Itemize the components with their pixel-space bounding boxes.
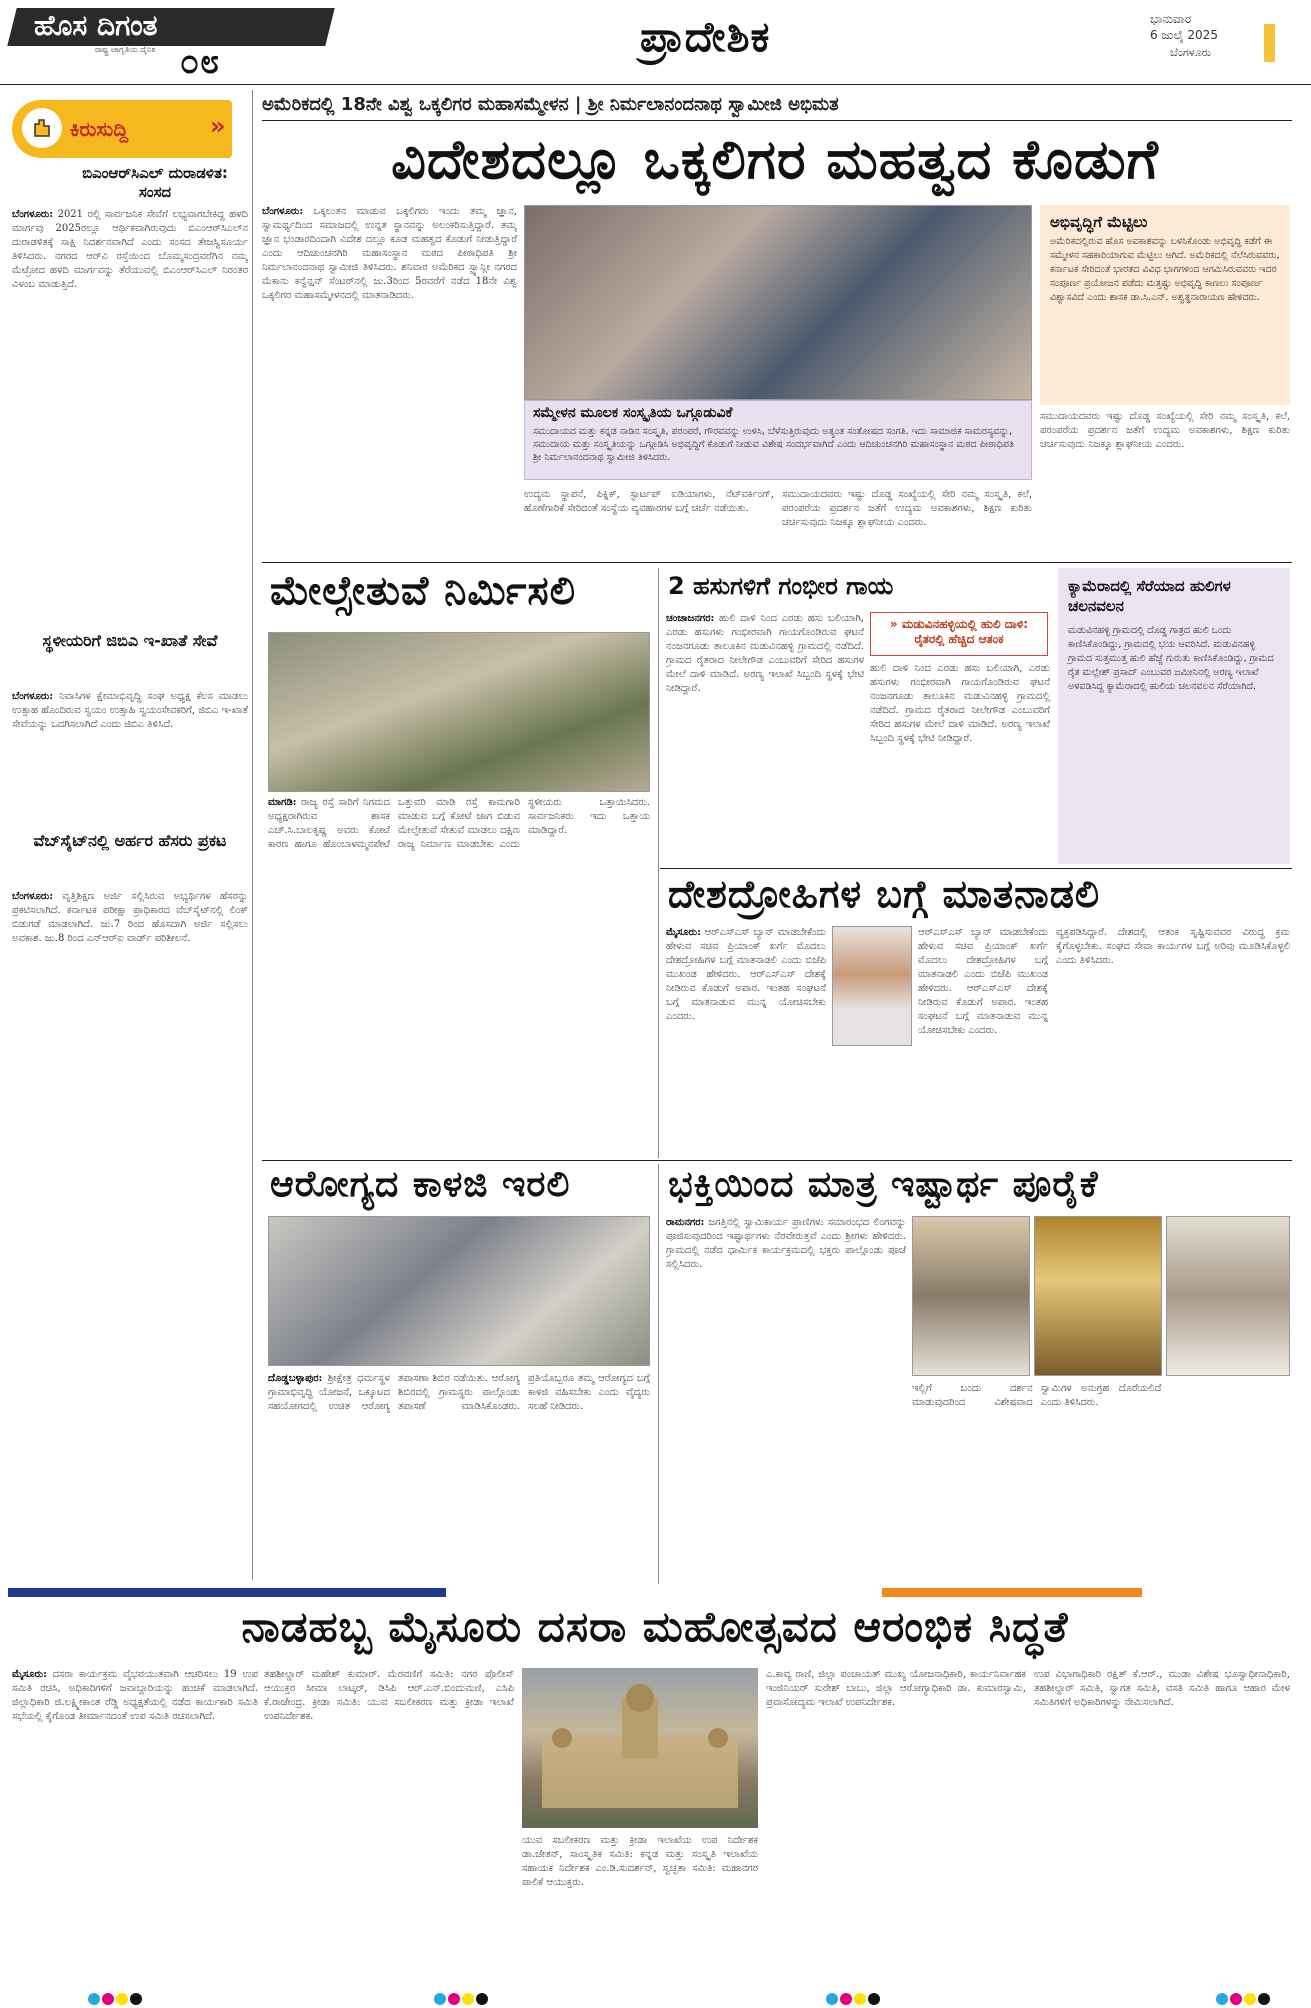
dateline: ಬೆಂಗಳೂರು: bbox=[12, 891, 54, 902]
bridge-photo bbox=[268, 632, 650, 792]
column-rule bbox=[658, 1164, 659, 1584]
masthead-rule bbox=[0, 84, 1311, 85]
bridge-headline: ಮೇಲ್ಸೇತುವೆ ನಿರ್ಮಿಸಲಿ bbox=[270, 568, 577, 614]
dasara-body-5: ಉಪ ವಿಭಾಗಾಧಿಕಾರಿ ರಕ್ಷಿತ್ ಕೆ.ಆರ್., ಮುಡಾ ವಿಶೇಷ ಭೂಸ್ವಾಧೀನಾಧಿಕಾರಿ, ತಹಶೀಲ್ದಾರ್ ಸಮಿತಿ, ಸ್ವಾಗತ ಸಮಿತಿ, ವಸತಿ ಸಮಿತಿ ಹಾಗೂ ಆಹಾರ ಮೇಳ ಸಮಿತಿಗಳಿಗೆ ಅಧಿಕಾರಿಗಳನ್ನು ನೇಮಿಸಲಾಗಿದೆ. bbox=[1034, 1669, 1290, 1708]
registration-dot bbox=[854, 1993, 866, 2005]
story-headline: ಸ್ಥಳೀಯರಿಗೆ ಜಿಬಿಎ ಇ-ಖಾತೆ ಸೇವೆ bbox=[42, 631, 218, 650]
portrait-photo bbox=[832, 926, 912, 1046]
arrow-icon: » bbox=[889, 617, 898, 631]
health-photo bbox=[268, 1216, 650, 1366]
sidebar-title: ಅಭಿವೃದ್ಧಿಗೆ ಮೆಟ್ಟಿಲು bbox=[1050, 213, 1148, 231]
dasara-headline: ನಾಡಹಬ್ಬ ಮೈಸೂರು ದಸರಾ ಮಹೋತ್ಸವದ ಆರಂಭಿಕ ಸಿದ್ಧತೆ bbox=[241, 1602, 1069, 1651]
column-rule bbox=[658, 568, 659, 1158]
story-text: ದಸರಾ ಕಾರ್ಯಕ್ರಮ ವೈಭವಯುತವಾಗಿ ಆಚರಿಸಲು 19 ಉಪ ಸಮಿತಿ ರಚಿಸಿ, ಅಧಿಕಾರಿಗಳಿಗೆ ಜವಾಬ್ದಾರಿಯನ್ನು ಹಂಚಿಕೆ ಮಾಡಲಾಗಿದೆ. ಜಿಲ್ಲಾಧಿಕಾರಿ ಜಿ.ಲಕ್ಷ್ಮೀಕಾಂತ ರೆಡ್ಡಿ ಅಧ್ಯಕ್ಷತೆಯಲ್ಲಿ ನಡೆದ ಕಾರ್ಯಕಾರಿ ಸಮಿತಿ ಸಭೆಯಲ್ಲಿ ಕೈಗೊಂಡ ತೀರ್ಮಾನದಂತೆ ಉಪ ಸಮಿತಿ ರಚಿಸಲಾಗಿದೆ. bbox=[12, 1669, 258, 1722]
divider bbox=[262, 1160, 1292, 1161]
page-number: ೦೮ bbox=[180, 42, 221, 82]
palace-icon bbox=[522, 1668, 758, 1828]
caption-text: ಸಮುದಾಯದ ಮತ್ತು ಕನ್ನಡ ನಾಡಿನ ಸಂಸ್ಕೃತಿ, ಪರಂಪರೆ, ಗೌರವವನ್ನು ಉಳಿಸಿ, ಬೆಳೆಸುತ್ತಿರುವುದು ಅತ್ಯಂತ ಸಂತೋಷದ ಸಂಗತಿ. ಇದು ಸಾಮಾಜಿಕ ಸಾಮರಸ್ಯವನ್ನು, ಸಮುದಾಯ ಮತ್ತು ಸಂಸ್ಕೃತಿಯನ್ನು ಒಗ್ಗೂಡಿಸಿ ಅಭಿವೃದ್ಧಿಗೆ ಕೊಡುಗೆ ನೀಡುವ ವಿಶೇಷ ಸಂದರ್ಭವಾಗಿದೆ ಎಂದು ಆದಿಚುಂಚನಗಿರಿ ಮಹಾಸಂಸ್ಥಾನ ಮಠದ ಪೀಠಾಧಿಪತಿ ಶ್ರೀ ನಿರ್ಮಲಾನಂದನಾಥ ಸ್ವಾಮೀಜಿ ತಿಳಿಸಿದರು. bbox=[533, 426, 1015, 463]
devotion-headline: ಭಕ್ತಿಯಿಂದ ಮಾತ್ರ ಇಷ್ಟಾರ್ಥ ಪೂರೈಕೆ bbox=[668, 1164, 1099, 1205]
dateline: ಬೆಂಗಳೂರು: bbox=[262, 206, 304, 217]
color-stripe bbox=[1264, 24, 1275, 62]
dasara-body-4: ಎ.ಕಾವ್ಯ ರಾಣಿ, ಜಿಲ್ಲಾ ಪಂಚಾಯತ್ ಮುಖ್ಯ ಯೋಜನಾಧಿಕಾರಿ, ಕಾರ್ಯನಿರ್ವಾಹಕ ಇಂಜಿನಿಯರ್ ಸುರೇಶ್ ಬಾಬು, ಜಿಲ್ಲಾ ಆರೋಗ್ಯಾಧಿಕಾರಿ ಡಾ. ಕುಮಾರಸ್ವಾಮಿ, ಪ್ರವಾಸೋದ್ಯಮ ಇಲಾಖೆ ಉಪನಿರ್ದೇಶಕ. bbox=[766, 1669, 1026, 1708]
story-text: 2021 ರಲ್ಲಿ ಸಾರ್ವಜನಿಕ ಸೇವೆಗೆ ಲಭ್ಯವಾಗಬೇಕಿದ್ದ ಹಳದಿ ಮಾರ್ಗವು 2025ರಲ್ಲೂ ಆರ್ಥಿಕವಾಗಿರುವುದು ಬಿಎಂಆರ್‌ಸಿಎಲ್‌ನ ದುರಾಡಳಿತಕ್ಕೆ ಸಾಕ್ಷಿ ನಿದರ್ಶನವಾಗಿದೆ ಎಂದು ಸಂಸದ ತೇಜಸ್ವಿಸೂರ್ಯ ತಿಳಿಸಿದರು. ನಗರದ ಆರ್‌ವಿ ರಸ್ತೆಯಿಂದ ಬೊಮ್ಮಸಂದ್ರವರೆಗಿನ ನಮ್ಮ ಮೆಟ್ರೋದ ಹಳದಿ ಮಾರ್ಗವನ್ನು ತೆರೆಯುವಲ್ಲಿ ಬಿಎಂಆರ್‌ಸಿಎಲ್ ನಿರಂತರ ವಿಳಂಬ ಮಾಡುತ್ತಿದೆ. bbox=[12, 209, 248, 290]
registration-dot bbox=[116, 1993, 128, 2005]
dateline: ಮಾಗಡಿ: bbox=[268, 797, 297, 808]
traitors-body bbox=[666, 926, 826, 1156]
hand-icon bbox=[22, 108, 62, 148]
injury-tag bbox=[870, 612, 1048, 656]
registration-dot bbox=[826, 1993, 838, 2005]
registration-dot bbox=[102, 1993, 114, 2005]
dateline: ದೊಡ್ಡಬಳ್ಳಾಪುರ: bbox=[268, 1373, 323, 1384]
injury-body bbox=[666, 612, 864, 862]
dasara-body bbox=[12, 1668, 258, 1988]
masthead bbox=[0, 0, 1311, 80]
registration-dot bbox=[1216, 1993, 1228, 2005]
caption-title: ಸಮ್ಮೇಳನ ಮೂಲಕ ಸಂಸ್ಕೃತಿಯ ಒಗ್ಗೂಡುವಿಕೆ bbox=[533, 405, 733, 421]
registration-dot bbox=[448, 1993, 460, 2005]
story-body bbox=[12, 890, 248, 1570]
registration-dot bbox=[462, 1993, 474, 2005]
injury-body-2: ಹುಲಿ ದಾಳಿ ನಿಂದ ಎರಡು ಹಸು ಬಲಿಯಾಗಿ, ಎರಡು ಹಸುಗಳು ಗಂಭೀರವಾಗಿ ಗಾಯಗೊಂಡಿರುವ ಘಟನೆ ನಂಜನಗೂಡು ತಾಲೂಕಿನ ಮಡುವಿನಹಳ್ಳಿ ಗ್ರಾಮದಲ್ಲಿ ನಡೆದಿದೆ. ಗ್ರಾಮದ ರೈತರಾದ ನೀಲೇಗೌಡ ಎಂಬುವರಿಗೆ ಸೇರಿದ ಹಸುಗಳ ಮೇಲೆ ದಾಳಿ ಮಾಡಿದೆ. ಅರಣ್ಯ ಇಲಾಖೆ ಸಿಬ್ಬಂದಿ ಸ್ಥಳಕ್ಕೆ ಭೇಟಿ ನೀಡಿದ್ದಾರೆ. bbox=[870, 663, 1050, 744]
camera-headline: ಕ್ಯಾಮೆರಾದಲ್ಲಿ ಸೆರೆಯಾದ ಹುಲಿಗಳ ಚಲನವಲನ bbox=[1068, 577, 1231, 615]
dasara-body-2: ತಹಶೀಲ್ದಾರ್ ಮಹೇಶ್ ಕುಮಾರ್. ಮೆರವಣಿಗೆ ಸಮಿತಿ: ನಗರ ಪೊಲೀಸ್ ಆಯುಕ್ತರ ಸೀಮಾ ಲಾಟ್ಕರ್, ಡಿಸಿಪಿ ಆರ್.ಎನ್.ಬಿಂದುಮಣಿ, ಎಸಿಪಿ ಕೆ.ರಾಜೇಂದ್ರ. ಕ್ರೀಡಾ ಸಮಿತಿ: ಯುವ ಸಬಲೀಕರಣ ಮತ್ತು ಕ್ರೀಡಾ ಇಲಾಖೆ ಉಪನಿರ್ದೇಶಕ. bbox=[264, 1669, 514, 1722]
registration-dot bbox=[840, 1993, 852, 2005]
story-body bbox=[12, 690, 248, 810]
devotion-body-2: ಇಲ್ಲಿಗೆ ಬಂದು ದರ್ಶನ ಮಾಡುವುದರಿಂದ ವಿಶೇಷವಾದ ಸ್ವಾಮಿಗಳ ಅನುಗ್ರಹ ದೊರೆಯಲಿದೆ ಎಂದು ತಿಳಿಸಿದರು. bbox=[912, 1383, 1162, 1408]
lead-headline: ವಿದೇಶದಲ್ಲೂ ಒಕ್ಕಲಿಗರ ಮಹತ್ವದ ಕೊಡುಗೆ bbox=[391, 128, 1159, 191]
divider bbox=[262, 562, 1292, 563]
story-text: ನಿವಾಸಿಗಳ ಕ್ಷೇಮಾಭಿವೃದ್ಧಿ ಸಂಘ ಅಧ್ಯಕ್ಷ ಕೆಲಸ ಮಾಡಲು ಉತ್ಸಾಹ ಹೊಂದಿರುವ ಸ್ವಯಂ ಉತ್ಸಾಹಿ ಸ್ವಯಂಸೇವಕರಿಗೆ, ಜಿಬಿಎ ಇ-ಖಾತೆ ಸೇವೆಯನ್ನು ಒದಗಿಸಲಾಗಿದೆ ಎಂದು ಜಿಬಿಎ ತಿಳಿಸಿದೆ. bbox=[12, 691, 248, 730]
dateline: ಚಂಜಾಜನಗರ: bbox=[666, 613, 715, 624]
logo-tagline: ರಾಷ್ಟ್ರ ಜಾಗೃತಿಯ ದೈನಿಕ bbox=[95, 45, 156, 54]
camera-box bbox=[1058, 568, 1290, 864]
devotion-photo-2 bbox=[1034, 1216, 1162, 1376]
lead-body-2: ಉದ್ಯಮ ಸ್ಥಾಪನೆ, ಪಿಕ್ನಿಕ್, ಸ್ಟಾರ್ಟಪ್ ಐಡಿಯಾಗಳು, ನೆಟ್‌ವರ್ಕಿಂಗ್, ಹೊಣೆಗಾರಿಕೆ ಸೇರಿದಂತೆ ಸಂಸ್ಥೆಯ ವ್ಯವಹಾರಗಳ ಬಗ್ಗೆ ಚರ್ಚೆ ನಡೆಯಿತು. bbox=[524, 489, 774, 514]
devotion-photo-3 bbox=[1166, 1216, 1290, 1376]
divider bbox=[660, 868, 1292, 869]
registration-dot bbox=[1258, 1993, 1270, 2005]
dateline: ಮೈಸೂರು: bbox=[666, 927, 701, 938]
registration-dot bbox=[88, 1993, 100, 2005]
story-headline: ವೆಬ್‌ಸೈಟ್‌ನಲ್ಲಿ ಅರ್ಹರ ಹೆಸರು ಪ್ರಕಟ bbox=[33, 831, 227, 850]
devotion-photo-1 bbox=[912, 1216, 1030, 1376]
dasara-body-3: ಯುವ ಸಬಲೀಕರಣ ಮತ್ತು ಕ್ರೀಡಾ ಇಲಾಖೆಯ ಉಪ ನಿರ್ದೇಶಕ ಡಾ.ಚೇತನ್, ಸಾಂಸ್ಕೃತಿಕ ಸಮಿತಿ: ಕನ್ನಡ ಮತ್ತು ಸಂಸ್ಕೃತಿ ಇಲಾಖೆಯ ಸಹಾಯಕ ನಿರ್ದೇಶಕ ಎಂ.ಡಿ.ಸುದರ್ಶನ್, ಸ್ವಚ್ಛತಾ ಸಮಿತಿ: ಮಹಾನಗರ ಪಾಲಿಕೆ ಆಯುಕ್ತರು. bbox=[522, 1835, 758, 1888]
registration-dot bbox=[868, 1993, 880, 2005]
health-headline: ಆರೋಗ್ಯದ ಕಾಳಜಿ ಇರಲಿ bbox=[270, 1164, 571, 1205]
dateline: ರಾಮನಗರ: bbox=[666, 1217, 705, 1228]
tag-text: ಮಡುವಿನಹಳ್ಳಿಯಲ್ಲಿ ಹುಲಿ ದಾಳಿ: ರೈತರಲ್ಲಿ ಹೆಚ್ಚಿದ ಆತಂಕ bbox=[901, 617, 1029, 646]
traitors-headline: ದೇಶದ್ರೋಹಿಗಳ ಬಗ್ಗೆ ಮಾತನಾಡಲಿ bbox=[668, 872, 1101, 916]
lead-body-3: ಸಮುದಾಯದವರು ಇಷ್ಟು ದೊಡ್ಡ ಸಂಖ್ಯೆಯಲ್ಲಿ ಸೇರಿ ನಮ್ಮ ಸಂಸ್ಕೃತಿ, ಕಲೆ, ಪರಂಪರೆಯ ಪ್ರದರ್ಶನ ಜತೆಗೆ ಉದ್ಯಮ ಅವಕಾಶಗಳು, ಶಿಕ್ಷಣ ಕುರಿತು ಚರ್ಚಿಸುವುದು ನಿಜಕ್ಕೂ ಶ್ಲಾಘನೀಯ ಎಂದರು. bbox=[782, 489, 1032, 528]
story-body bbox=[12, 208, 248, 608]
color-bar bbox=[446, 1588, 882, 1597]
registration-dot bbox=[130, 1993, 142, 2005]
palace-photo bbox=[522, 1668, 758, 1828]
color-bar bbox=[8, 1588, 446, 1597]
devotion-body bbox=[666, 1216, 906, 1580]
lead-body bbox=[262, 205, 517, 555]
divider bbox=[262, 120, 1292, 121]
injury-headline: 2 ಹಸುಗಳಿಗೆ ಗಂಭೀರ ಗಾಯ bbox=[668, 572, 894, 600]
story-text: ಹುಲಿ ದಾಳಿ ನಿಂದ ಎರಡು ಹಸು ಬಲಿಯಾಗಿ, ಎರಡು ಹಸುಗಳು ಗಂಭೀರವಾಗಿ ಗಾಯಗೊಂಡಿರುವ ಘಟನೆ ನಂಜನಗೂಡು ತಾಲೂಕಿನ ಮಡುವಿನಹಳ್ಳಿ ಗ್ರಾಮದಲ್ಲಿ ನಡೆದಿದೆ. ಗ್ರಾಮದ ರೈತರಾದ ನೀಲೇಗೌಡ ಎಂಬುವರಿಗೆ ಸೇರಿದ ಹಸುಗಳ ಮೇಲೆ ದಾಳಿ ಮಾಡಿದೆ. ಅರಣ್ಯ ಇಲಾಖೆ ಸಿಬ್ಬಂದಿ ಸ್ಥಳಕ್ಕೆ ಭೇಟಿ ನೀಡಿದ್ದಾರೆ. bbox=[666, 613, 864, 694]
story-text: ಜಗತ್ತಿನಲ್ಲಿ ಸ್ವಾಮಿಕಾರ್ಯ ಪ್ರಾಣಿಗಳು ಸಮಾರಂಭದ ಲಿಂಗವನ್ನು ಪೂಜಿಸುವುದರಿಂದ ಇಷ್ಟಾರ್ಥಗಳು ನೆರವೇರುತ್ತವೆ ಎಂದು ಶ್ರೀಗಳು ಹೇಳಿದರು. ಗ್ರಾಮದಲ್ಲಿ ನಡೆದ ಧಾರ್ಮಿಕ ಕಾರ್ಯಕ್ರಮದಲ್ಲಿ ಭಕ್ತರು ಪಾಲ್ಗೊಂಡು ಪೂಜೆ ಸಲ್ಲಿಸಿದರು. bbox=[666, 1217, 906, 1270]
registration-dot bbox=[434, 1993, 446, 2005]
bridge-body bbox=[268, 796, 650, 1152]
issue-date: 6 ಜುಲೈ 2025 bbox=[1150, 28, 1218, 42]
logo: ಹೊಸ ದಿಗಂತ bbox=[34, 9, 158, 42]
issue-day: ಭಾನುವಾರ bbox=[1150, 12, 1192, 26]
lead-kicker: ಅಮೆರಿಕದಲ್ಲಿ 18ನೇ ವಿಶ್ವ ಒಕ್ಕಲಿಗರ ಮಹಾಸಮ್ಮೇಳನ | ಶ್ರೀ ನಿರ್ಮಲಾನಂದನಾಥ ಸ್ವಾಮೀಜಿ ಅಭಿಮತ bbox=[262, 94, 839, 115]
registration-dot bbox=[1244, 1993, 1256, 2005]
traitors-body-3: ವ್ಯಕ್ತಪಡಿಸಿದ್ದಾರೆ. ದೇಶದಲ್ಲಿ ಆತಂಕ ಸೃಷ್ಟಿಸುವವರ ವಿರುದ್ಧ ಕ್ರಮ ಕೈಗೊಳ್ಳಬೇಕು. ಸಂಘದ ಸೇವಾ ಕಾರ್ಯಗಳ ಬಗ್ಗೆ ಅರಿವು ಮೂಡಿಸಿಕೊಳ್ಳಲಿ ಎಂದು ತಿಳಿಸಿದರು. bbox=[1056, 927, 1290, 966]
lead-photo-caption bbox=[524, 400, 1032, 480]
registration-dot bbox=[476, 1993, 488, 2005]
camera-text: ಮಡುವಿನಹಳ್ಳಿ ಗ್ರಾಮದಲ್ಲಿ ದೊಡ್ಡ ಗಾತ್ರದ ಹುಲಿ ಒಂದು ಕಾಣಿಸಿಕೊಂಡಿದ್ದು, ಗ್ರಾಮದಲ್ಲಿ ಭಯ ಆವರಿಸಿದೆ. ಮಡುವಿನಹಳ್ಳಿ ಗ್ರಾಮದ ಸುತ್ತಮುತ್ತ ಹುಲಿ ಹೆಜ್ಜೆ ಗುರುತು ಕಾಣಿಸಿಕೊಂಡಿದ್ದು, ಗ್ರಾಮದ ರೈತ ಮಲ್ಲೇಶ್ ಪ್ರಸಾದ್ ಎಂಬುವರ ಜಮೀನಿನಲ್ಲಿ ಅರಣ್ಯ ಇಲಾಖೆ ಅಳವಡಿಸಿದ್ದ ಕ್ಯಾಮೆರಾದಲ್ಲಿ ಹುಲಿಯ ಚಲನವಲನ ಸೆರೆಯಾಗಿದೆ. bbox=[1068, 625, 1274, 692]
chevron-icon: » bbox=[210, 112, 226, 140]
sidebar-box bbox=[1040, 205, 1290, 405]
lead-photo bbox=[524, 205, 1032, 400]
story-text: ಆರ್‌ಎಸ್‌ಎಸ್ ಬ್ಯಾನ್ ಮಾಡಬೇಕೆಂದು ಹೇಳುವ ಸಚಿವ ಪ್ರಿಯಾಂಕ್ ಖರ್ಗೆ ಮೊದಲು ದೇಶದ್ರೋಹಿಗಳ ಬಗ್ಗೆ ಮಾತನಾಡಲಿ ಎಂದು ಬಿಜೆಪಿ ಮುಖಂಡ ಹೇಳಿದರು. ಆರ್‌ಎಸ್‌ಎಸ್ ದೇಶಕ್ಕೆ ನೀಡಿರುವ ಕೊಡುಗೆ ಅಪಾರ. ಇಂತಹ ಸಂಘಟನೆ ಬಗ್ಗೆ ಮಾತನಾಡುವ ಮುನ್ನ ಯೋಚಿಸಬೇಕು ಎಂದರು. bbox=[666, 927, 826, 1022]
kirusuddi-label: ಕಿರುಸುದ್ದಿ bbox=[70, 117, 129, 141]
story-headline: ಬಿಎಂಆರ್‌ಸಿಎಲ್ ದುರಾಡಳಿತ: ಸಂಸದ bbox=[82, 164, 228, 201]
sidebar-text: ಅಮೆರಿಕದಲ್ಲಿರುವ ಹೊಸ ಅವಕಾಶವನ್ನು ಬಳಸಿಕೊಂಡು ಅಭಿವೃದ್ಧಿ ಕಡೆಗೆ ಈ ಸಮ್ಮೇಳನ ಸಹಕಾರಿಯಾಗುವ ಮೆಟ್ಟಿಲು ಆಗಿದೆ. ಅಮೆರಿಕದಲ್ಲಿ ನೆಲೆಸಿರುವವರು, ಕರ್ನಾಟಕ ಸೇರಿದಂತೆ ಭಾರತದ ವಿವಿಧ ಭಾಗಗಳಿಂದ ಆಗಮಿಸಿರುವವರು ಇದರ ಸಂಪೂರ್ಣ ಪ್ರಯೋಜನ ಪಡೆದು ಮತ್ತಷ್ಟು ಅಭಿವೃದ್ಧಿ ಕಾಣಲು ಸಂಪೂರ್ಣ ವಿಶ್ವಾಸವಿದೆ ಎಂದು ಶಾಸಕ ಡಾ.ಸಿ.ಎನ್. ಅಶ್ವತ್ಥನಾರಾಯಣ ಹೇಳಿದರು. bbox=[1050, 236, 1280, 303]
story-text: ವೃತ್ತಿಶಿಕ್ಷಣ ಅರ್ಜಿ ಸಲ್ಲಿಸಿರುವ ಅಭ್ಯರ್ಥಿಗಳ ಹೆಸರನ್ನು ಪ್ರಕಟಿಸಲಾಗಿದೆ. ಕರ್ನಾಟಕ ಪರೀಕ್ಷಾ ಪ್ರಾಧಿಕಾರದ ವೆಬ್‌ಸೈಟ್‌ನಲ್ಲಿ ಲಿಂಕ್ ಬಿಡುಗಡೆ ಮಾಡಲಾಗಿದೆ. ಜು.7 ರಿಂದ ಹೊಸದಾಗಿ ಅರ್ಜಿ ಸಲ್ಲಿಸಲು ಅವಕಾಶ. ಜು.8 ರಿಂದ ಎನ್‌ಆರ್‌ಐ ವಾರ್ಡ್ ಪರಿಶೀಲನೆ. bbox=[12, 891, 248, 944]
dateline: ಬೆಂಗಳೂರು: bbox=[12, 209, 54, 220]
story-text: ಒಕ್ಕಲುತನ ಮಾಡುವ ಒಕ್ಕಲಿಗರು ಇಂದು ತಮ್ಮ ಜ್ಞಾನ, ಸ್ವಾಮರ್ಥ್ಯದಿಂದ ಸಮಾಜದಲ್ಲಿ ಉನ್ನತ ಸ್ಥಾನವನ್ನು ಅಲಂಕರಿಸುತ್ತಿದ್ದಾರೆ. ತಮ್ಮ ಜ್ಞಾನ ಭಂಡಾರದಿಂದಾಗಿ ವಿದೇಶ ದಲ್ಲೂ ಕೂಡ ಮಹತ್ವದ ಕೊಡುಗೆ ನೀಡುತ್ತಿದ್ದಾರೆ ಎಂದು ಆದಿಚುಂಚನಗಿರಿ ಮಹಾಸಂಸ್ಥಾನ ಮಠದ ಪೀಠಾಧಿಪತಿ ಶ್ರೀ ನಿರ್ಮಲಾನಂದನಾಥ ಸ್ವಾಮೀಜಿ ತಿಳಿಸಿದರು. ಶನಿವಾರ ಅಮೆರಿಕದ ಸ್ಟ್ಯಾನ್ಲೀ ನಗರದ ಮೆಕಾನು ಕನ್ವೆನ್ಷನ್ ಸೆಂಟರ್‌ನಲ್ಲಿ ಜು.3ರಿಂದ 5ರವರೆಗೆ ನಡೆದ 18ನೇ ವಿಶ್ವ ಒಕ್ಕಲಿಗರ ಮಹಾಸಮ್ಮೇಳನದಲ್ಲಿ ಮಾತನಾಡಿದರು. bbox=[262, 206, 517, 301]
edition-city: ಬೆಂಗಳೂರು bbox=[1170, 46, 1212, 59]
traitors-body-2: ಆರ್‌ಎಸ್‌ಎಸ್ ಬ್ಯಾನ್ ಮಾಡಬೇಕೆಂದು ಹೇಳುವ ಸಚಿವ ಪ್ರಿಯಾಂಕ್ ಖರ್ಗೆ ಮೊದಲು ದೇಶದ್ರೋಹಿಗಳ ಬಗ್ಗೆ ಮಾತನಾಡಲಿ ಎಂದು ಬಿಜೆಪಿ ಮುಖಂಡ ಹೇಳಿದರು. ಆರ್‌ಎಸ್‌ಎಸ್ ದೇಶಕ್ಕೆ ನೀಡಿರುವ ಕೊಡುಗೆ ಅಪಾರ. ಇಂತಹ ಸಂಘಟನೆ ಬಗ್ಗೆ ಮಾತನಾಡುವ ಮುನ್ನ ಯೋಚಿಸಬೇಕು ಎಂದರು. bbox=[918, 927, 1048, 1036]
section-title: ಪ್ರಾದೇಶಿಕ bbox=[640, 12, 771, 61]
lead-body-4: ಸಮುದಾಯದವರು ಇಷ್ಟು ದೊಡ್ಡ ಸಂಖ್ಯೆಯಲ್ಲಿ ಸೇರಿ ನಮ್ಮ ಸಂಸ್ಕೃತಿ, ಕಲೆ, ಪರಂಪರೆಯ ಪ್ರದರ್ಶನ ಜತೆಗೆ ಉದ್ಯಮ ಅವಕಾಶಗಳು, ಶಿಕ್ಷಣ ಕುರಿತು ಚರ್ಚಿಸುವುದು ನಿಜಕ್ಕೂ ಶ್ಲಾಘನೀಯ ಎಂದರು. bbox=[1040, 411, 1290, 450]
health-body bbox=[268, 1372, 650, 1580]
dateline: ಬೆಂಗಳೂರು: bbox=[12, 691, 54, 702]
story-text: ರಾಜ್ಯ ರಸ್ತೆ ಸಾರಿಗೆ ನಿಗಮದ ಅಧ್ಯಕ್ಷರಾಗಿರುವ ಶಾಸಕ ಎಚ್.ಸಿ.ಬಾಲಕೃಷ್ಣ ಅವರು ಕೋಟೆ ಕಾರಣ ಹಾಗೂ ಹೊಂಬಾಳಮ್ಮನಪೇಟೆ ಒತ್ತುವರಿ ಮಾಡಿ ರಸ್ತೆ ಕಾಮಗಾರಿ ಮಾಡುವ ಬಗ್ಗೆ ಕೋಟೆ ಜಾಗ ಬಿಡುವ ಮೇಲ್ಸೇತುವೆ ಸೇತುವೆ ಮಾಡಲು ದಕ್ಷಿಣ ರಾಜ್ಯ ನಿರ್ಮಾಣ ಮಾಡಬೇಕು ಎಂದು ಸ್ಥಳೀಯರು ಒತ್ತಾಯಿಸಿದರು. ಸಾರ್ವಜನಿಕರು ಇದು ಒತ್ತಾಯ ಮಾಡಿದ್ದಾರೆ. bbox=[268, 797, 650, 850]
color-bar bbox=[882, 1588, 1142, 1597]
registration-dot bbox=[1230, 1993, 1242, 2005]
story-text: ಶ್ರೀಕ್ಷೇತ್ರ ಧರ್ಮಸ್ಥಳ ಗ್ರಾಮಾಭಿವೃದ್ಧಿ ಯೋಜನೆ, ಒಕ್ಕೂಟದ ಸಹಯೋಗದಲ್ಲಿ ಉಚಿತ ಆರೋಗ್ಯ ತಪಾಸಣಾ ಶಿಬಿರ ನಡೆಯಿತು. ಆರೋಗ್ಯ ಶಿಬಿರದಲ್ಲಿ ಗ್ರಾಮಸ್ಥರು ಪಾಲ್ಗೊಂಡು ತಪಾಸಣೆ ಮಾಡಿಸಿಕೊಂಡರು. ಪ್ರತಿಯೊಬ್ಬರೂ ತಮ್ಮ ಆರೋಗ್ಯದ ಬಗ್ಗೆ ಕಾಳಜಿ ವಹಿಸಬೇಕು ಎಂದು ವೈದ್ಯರು ಸಲಹೆ ನೀಡಿದರು. bbox=[268, 1373, 650, 1412]
dateline: ಮೈಸೂರು: bbox=[12, 1669, 47, 1680]
